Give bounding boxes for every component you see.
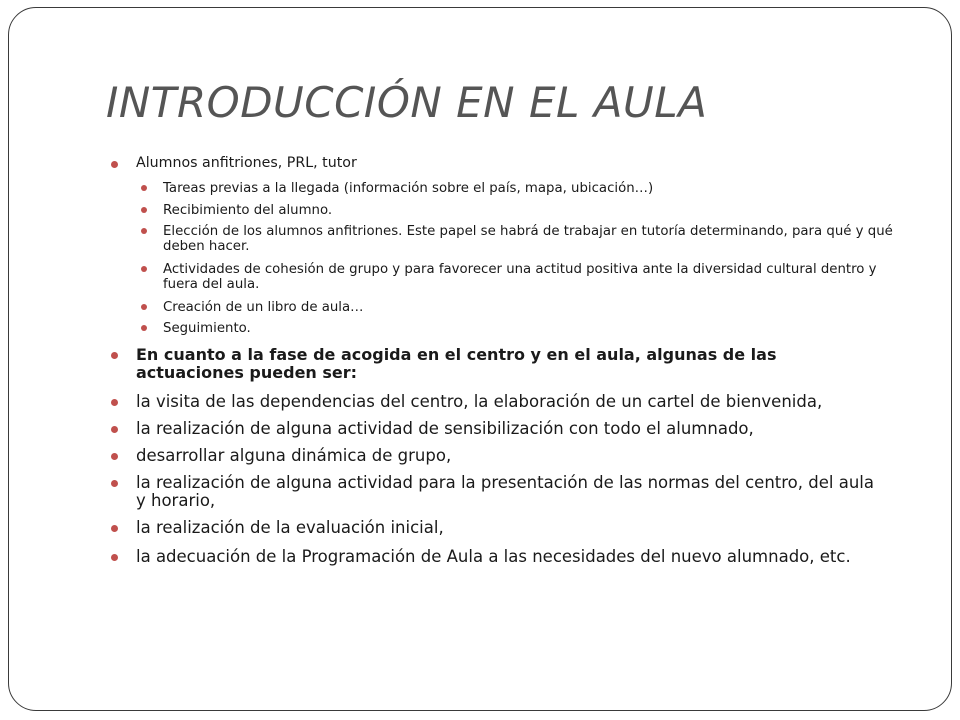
bullet-dot-icon bbox=[111, 480, 118, 487]
bullet-dot-icon bbox=[141, 325, 147, 331]
bullet-item bbox=[136, 474, 876, 510]
bullet-text: Tareas previas a la llegada (información sobre el país, mapa, ubicación…) bbox=[163, 181, 654, 196]
bullet-dot-icon bbox=[111, 161, 118, 168]
bullet-dot-icon bbox=[141, 207, 147, 213]
bullet-dot-icon bbox=[111, 554, 118, 561]
bullet-item bbox=[136, 393, 916, 411]
bullet-dot-icon bbox=[111, 525, 118, 532]
bullet-text: la realización de alguna actividad de sensibilización con todo el alumnado, bbox=[136, 419, 754, 438]
bullet-dot-icon bbox=[111, 352, 118, 359]
bullet-dot-icon bbox=[141, 266, 147, 272]
bullet-item bbox=[136, 420, 916, 438]
bullet-text: la adecuación de la Programación de Aula a las necesidades del nuevo alumnado, etc. bbox=[136, 547, 851, 566]
bullet-dot-icon bbox=[111, 453, 118, 460]
bullet-text: la realización de alguna actividad para la presentación de las normas del centro, del aula y horario, bbox=[136, 473, 874, 511]
bullet-dot-icon bbox=[111, 426, 118, 433]
sub-bullet-item bbox=[163, 181, 913, 196]
sub-bullet-item bbox=[163, 321, 913, 336]
bullet-dot-icon bbox=[141, 228, 147, 234]
bullet-text: desarrollar alguna dinámica de grupo, bbox=[136, 446, 452, 465]
bullet-text: Seguimiento. bbox=[163, 321, 251, 336]
bullet-text: la visita de las dependencias del centro, la elaboración de un cartel de bienvenida, bbox=[136, 392, 823, 411]
sub-bullet-item bbox=[163, 300, 913, 315]
bullet-text: Actividades de cohesión de grupo y para favorecer una actitud positiva ante la diversidad cultural dentro y fuera del aula. bbox=[163, 262, 877, 293]
bullet-item bbox=[136, 519, 916, 537]
slide-title: INTRODUCCIÓN EN EL AULA bbox=[106, 78, 708, 127]
bullet-dot-icon bbox=[111, 399, 118, 406]
bullet-item bbox=[136, 548, 926, 566]
bullet-dot-icon bbox=[141, 304, 147, 310]
bullet-text: la realización de la evaluación inicial, bbox=[136, 518, 444, 537]
sub-bullet-item bbox=[163, 262, 908, 293]
bullet-text: En cuanto a la fase de acogida en el centro y en el aula, algunas de las actuaciones pueden ser: bbox=[136, 345, 777, 382]
bullet-text: Recibimiento del alumno. bbox=[163, 203, 333, 218]
bullet-item bbox=[136, 346, 881, 381]
bullet-item bbox=[136, 447, 916, 465]
sub-bullet-item bbox=[163, 224, 913, 255]
bullet-item bbox=[136, 156, 916, 172]
bullet-text: Creación de un libro de aula… bbox=[163, 300, 364, 315]
bullet-dot-icon bbox=[141, 185, 147, 191]
sub-bullet-item bbox=[163, 203, 913, 218]
bullet-text: Elección de los alumnos anfitriones. Este papel se habrá de trabajar en tutoría determinando, para qué y qué deben hacer. bbox=[163, 224, 893, 255]
bullet-text: Alumnos anfitriones, PRL, tutor bbox=[136, 155, 357, 171]
